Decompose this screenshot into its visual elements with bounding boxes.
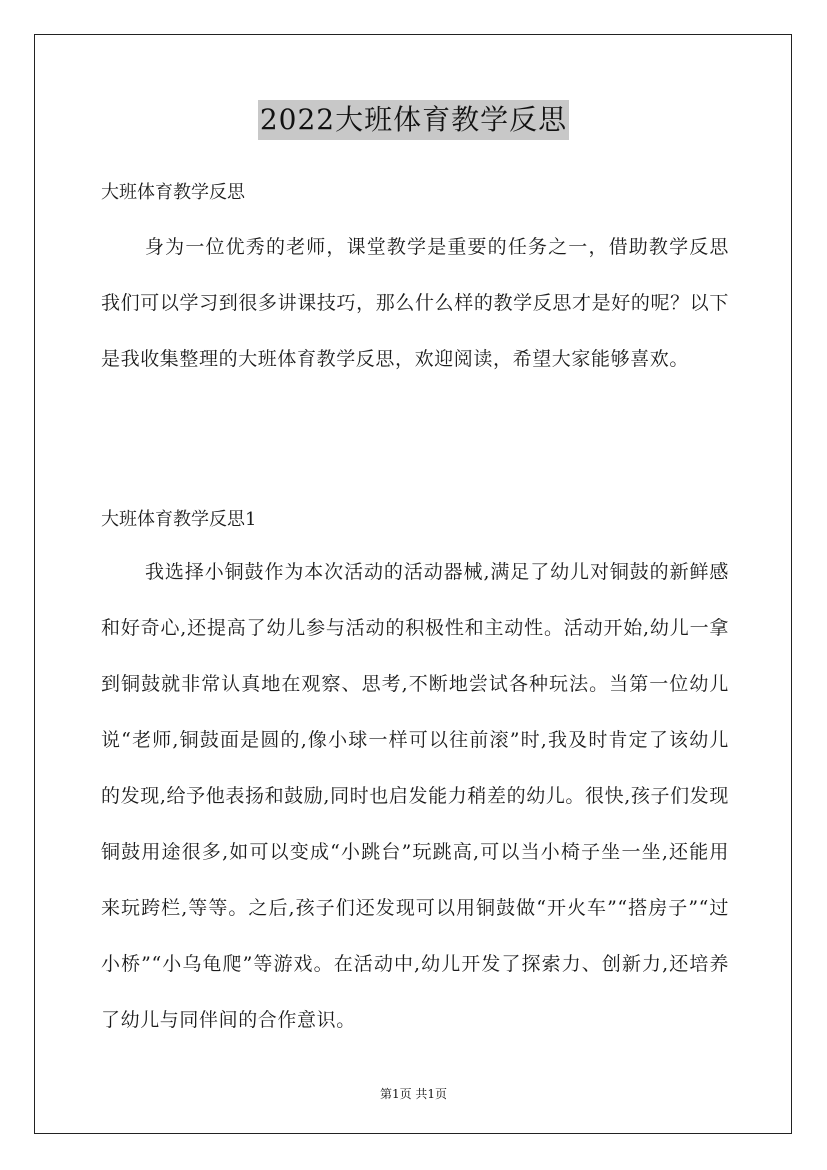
- section1-paragraph: 我选择小铜鼓作为本次活动的活动器械,满足了幼儿对铜鼓的新鲜感和好奇心,还提高了幼儿参与活动的积极性和主动性。活动开始,幼儿一拿到铜鼓就非常认真地在观察、思考,不断地尝试各种玩法。当第一位幼儿说“老师,铜鼓面是圆的,像小球一样可以往前滚”时,我及时肯定了该幼儿的发现,给予他表扬和鼓励,同时也启发能力稍差的幼儿。很快,孩子们发现铜鼓用途很多,如可以变成“小跳台”玩跳高,可以当小椅子坐一坐,还能用来玩跨栏,等等。之后,孩子们还发现可以用铜鼓做“开火车”“搭房子”“过小桥”“小乌龟爬”等游戏。在活动中,幼儿开发了探索力、创新力,还培养了幼儿与同伴间的合作意识。: [101, 561, 729, 1031]
- section1-heading: 大班体育教学反思1: [101, 509, 257, 530]
- intro-heading: 大班体育教学反思: [101, 182, 245, 203]
- document-title: 2022大班体育教学反思: [258, 100, 569, 140]
- title-container: [0, 100, 827, 140]
- page-footer: 第1页 共1页: [379, 1087, 448, 1101]
- intro-paragraph: 身为一位优秀的老师，课堂教学是重要的任务之一，借助教学反思我们可以学习到很多讲课技巧，那么什么样的教学反思才是好的呢？以下是我收集整理的大班体育教学反思，欢迎阅读，希望大家能够喜欢。: [101, 236, 729, 370]
